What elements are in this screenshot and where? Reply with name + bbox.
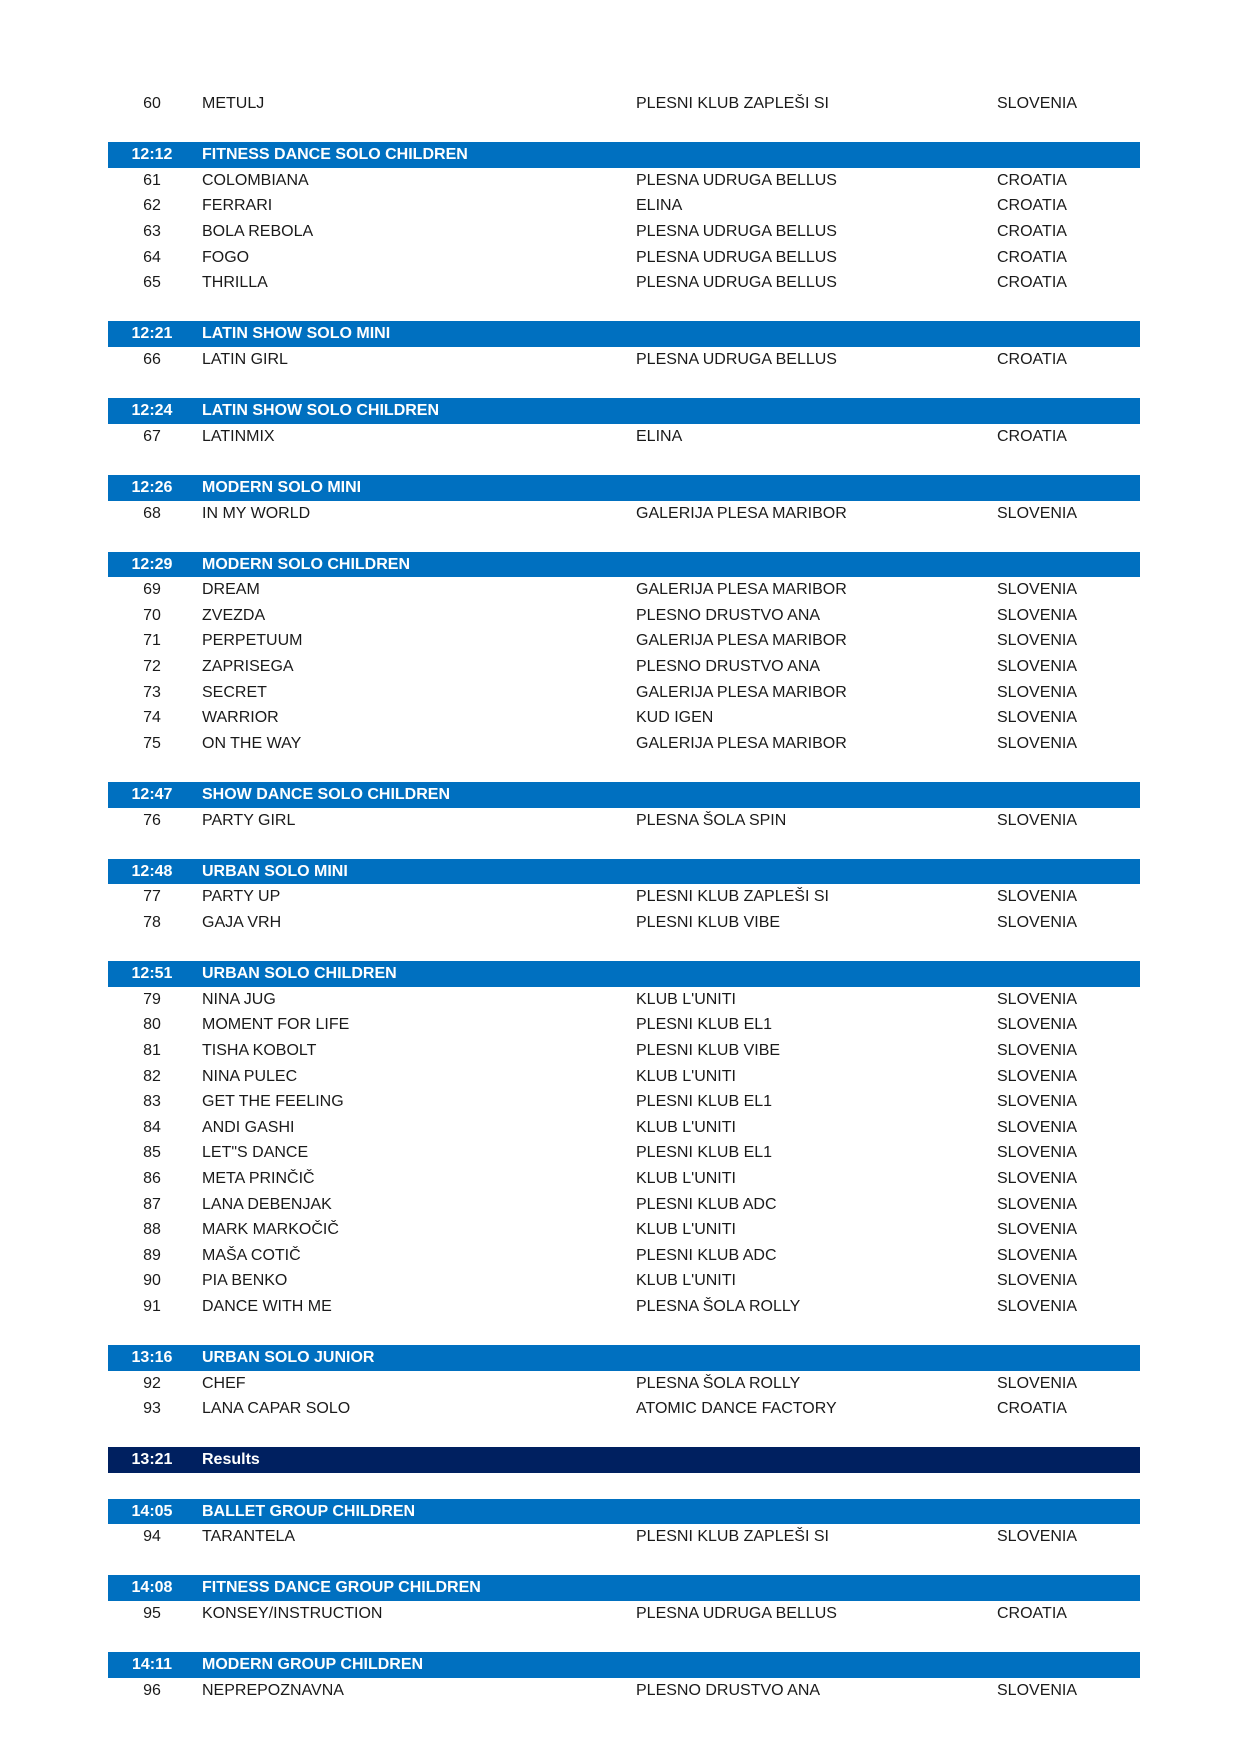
entry-title: MOMENT FOR LIFE <box>202 1016 350 1034</box>
category-section <box>108 117 1140 296</box>
entry-group <box>108 91 1140 117</box>
category-title: MODERN SOLO CHILDREN <box>202 555 410 573</box>
category-time: 12:48 <box>131 862 173 880</box>
entry-club: PLESNI KLUB EL1 <box>636 1144 773 1162</box>
entry-title: ZAPRISEGA <box>202 658 294 676</box>
entry-row <box>108 1294 1140 1320</box>
category-time: 14:08 <box>131 1579 173 1597</box>
entry-number: 78 <box>143 914 161 931</box>
category-time: 13:16 <box>131 1349 173 1367</box>
entry-country: CROATIA <box>997 197 1067 215</box>
entry-number: 79 <box>143 990 161 1008</box>
section-spacer <box>108 373 1140 399</box>
entry-country: SLOVENIA <box>997 95 1078 112</box>
entry-title: COLOMBIANA <box>202 171 309 189</box>
entry-row <box>108 219 1140 245</box>
entry-club: PLESNI KLUB ZAPLEŠI SI <box>636 1528 829 1546</box>
category-time: 12:12 <box>131 146 173 164</box>
entry-number: 69 <box>143 581 161 599</box>
entry-country: SLOVENIA <box>997 1297 1078 1315</box>
category-title: URBAN SOLO CHILDREN <box>202 965 397 983</box>
category-time: 12:26 <box>131 478 173 496</box>
entry-title: LATIN GIRL <box>202 350 288 368</box>
category-header <box>108 1345 1140 1371</box>
entry-number: 93 <box>143 1400 161 1418</box>
entry-number: 92 <box>143 1374 161 1392</box>
entry-club: PLESNA UDRUGA BELLUS <box>636 171 837 189</box>
entry-number: 72 <box>143 658 161 676</box>
entry-title: DREAM <box>202 581 260 599</box>
entry-row <box>108 808 1140 834</box>
entry-row <box>108 680 1140 706</box>
entry-country: SLOVENIA <box>997 1041 1078 1059</box>
entry-number: 62 <box>143 197 161 215</box>
entry-title: FERRARI <box>202 197 273 215</box>
entry-club: PLESNA UDRUGA BELLUS <box>636 222 837 240</box>
entry-title: CHEF <box>202 1374 246 1392</box>
entry-number: 86 <box>143 1169 161 1187</box>
entry-club: KLUB L'UNITI <box>636 1221 736 1239</box>
entry-number: 71 <box>143 632 161 650</box>
category-title: FITNESS DANCE SOLO CHILDREN <box>202 146 468 164</box>
entry-country: CROATIA <box>997 248 1067 266</box>
section-spacer <box>108 1473 1140 1499</box>
entry-country: SLOVENIA <box>997 1681 1078 1699</box>
entry-row <box>108 987 1140 1013</box>
entry-club: PLESNA ŠOLA SPIN <box>636 811 787 829</box>
entry-number: 68 <box>143 504 161 522</box>
entry-club: PLESNI KLUB ZAPLEŠI SI <box>636 95 829 112</box>
entry-row <box>108 1268 1140 1294</box>
entry-title: BOLA REBOLA <box>202 222 314 240</box>
category-time: 12:51 <box>131 965 173 983</box>
entry-country: CROATIA <box>997 427 1067 445</box>
section-spacer <box>108 1550 1140 1576</box>
entry-club: GALERIJA PLESA MARIBOR <box>636 734 847 752</box>
entry-row <box>108 1192 1140 1218</box>
category-time: 12:21 <box>131 325 173 343</box>
entry-title: MARK MARKOČIČ <box>202 1221 339 1239</box>
entry-club: PLESNI KLUB ADC <box>636 1246 777 1264</box>
entry-club: KUD IGEN <box>636 709 714 727</box>
entry-row <box>108 347 1140 373</box>
category-section <box>108 526 1140 756</box>
entry-title: MAŠA COTIČ <box>202 1246 301 1264</box>
entry-title: TISHA KOBOLT <box>202 1041 317 1059</box>
entry-club: KLUB L'UNITI <box>636 990 736 1008</box>
category-header <box>108 782 1140 808</box>
entry-row <box>108 1217 1140 1243</box>
entry-club: PLESNI KLUB VIBE <box>636 1041 781 1059</box>
category-header <box>108 1575 1140 1601</box>
entry-country: SLOVENIA <box>997 709 1078 727</box>
entry-row <box>108 910 1140 936</box>
entry-number: 61 <box>143 171 161 189</box>
category-section <box>108 373 1140 450</box>
entry-club: GALERIJA PLESA MARIBOR <box>636 683 847 701</box>
category-header <box>108 321 1140 347</box>
entry-club: KLUB L'UNITI <box>636 1067 736 1085</box>
entry-row <box>108 193 1140 219</box>
entry-country: SLOVENIA <box>997 990 1078 1008</box>
entry-country: CROATIA <box>997 1605 1067 1623</box>
entry-title: LET"S DANCE <box>202 1144 309 1162</box>
entry-number: 84 <box>143 1118 161 1136</box>
entry-number: 60 <box>143 95 161 112</box>
entry-club: PLESNA ŠOLA ROLLY <box>636 1374 801 1392</box>
entry-country: SLOVENIA <box>997 658 1078 676</box>
category-header <box>108 961 1140 987</box>
entry-country: SLOVENIA <box>997 683 1078 701</box>
section-spacer <box>108 1422 1140 1448</box>
entry-country: SLOVENIA <box>997 1067 1078 1085</box>
entry-title: NEPREPOZNAVNA <box>202 1681 344 1699</box>
category-title: LATIN SHOW SOLO MINI <box>202 325 391 343</box>
entry-country: SLOVENIA <box>997 606 1078 624</box>
category-section <box>108 296 1140 373</box>
category-title: FITNESS DANCE GROUP CHILDREN <box>202 1579 481 1597</box>
entry-row <box>108 1166 1140 1192</box>
entry-title: LANA CAPAR SOLO <box>202 1400 351 1418</box>
entry-country: CROATIA <box>997 350 1067 368</box>
entry-row <box>108 654 1140 680</box>
entry-number: 81 <box>143 1041 161 1059</box>
section-spacer <box>108 1320 1140 1346</box>
category-header <box>108 1499 1140 1525</box>
entry-club: PLESNI KLUB VIBE <box>636 914 781 931</box>
entry-number: 94 <box>143 1528 161 1546</box>
entry-country: SLOVENIA <box>997 1016 1078 1034</box>
section-spacer <box>108 296 1140 322</box>
entry-number: 96 <box>143 1681 161 1699</box>
entry-title: ZVEZDA <box>202 606 266 624</box>
entry-title: GET THE FEELING <box>202 1093 344 1111</box>
entry-number: 88 <box>143 1221 161 1239</box>
entry-title: TARANTELA <box>202 1528 296 1546</box>
entry-country: CROATIA <box>997 171 1067 189</box>
entry-club: GALERIJA PLESA MARIBOR <box>636 632 847 650</box>
entry-title: LANA DEBENJAK <box>202 1195 332 1213</box>
category-title: SHOW DANCE SOLO CHILDREN <box>202 786 450 804</box>
entry-row <box>108 705 1140 731</box>
entry-country: CROATIA <box>997 274 1067 292</box>
entry-number: 95 <box>143 1605 161 1623</box>
entry-club: PLESNA UDRUGA BELLUS <box>636 1605 837 1623</box>
entry-number: 85 <box>143 1144 161 1162</box>
entry-country: SLOVENIA <box>997 1093 1078 1111</box>
entry-title: KONSEY/INSTRUCTION <box>202 1605 383 1623</box>
entry-country: SLOVENIA <box>997 1195 1078 1213</box>
entry-row <box>108 884 1140 910</box>
section-spacer <box>108 756 1140 782</box>
entry-country: SLOVENIA <box>997 504 1078 522</box>
entry-country: SLOVENIA <box>997 632 1078 650</box>
category-section <box>108 449 1140 526</box>
entry-row <box>108 1243 1140 1269</box>
category-time: 12:29 <box>131 555 173 573</box>
entry-country: CROATIA <box>997 222 1067 240</box>
entry-number: 73 <box>143 683 161 701</box>
entry-row <box>108 1038 1140 1064</box>
category-header <box>108 475 1140 501</box>
entry-row <box>108 270 1140 296</box>
entry-title: GAJA VRH <box>202 914 282 931</box>
entry-number: 91 <box>143 1297 161 1315</box>
category-section <box>108 1320 1140 1422</box>
entry-club: KLUB L'UNITI <box>636 1169 736 1187</box>
section-spacer <box>108 526 1140 552</box>
category-header <box>108 552 1140 578</box>
category-title: URBAN SOLO MINI <box>202 862 348 880</box>
category-section <box>108 1550 1140 1627</box>
category-section <box>108 756 1140 833</box>
entry-row <box>108 1371 1140 1397</box>
entry-club: PLESNI KLUB ZAPLEŠI SI <box>636 888 829 906</box>
entry-number: 82 <box>143 1067 161 1085</box>
entry-club: PLESNA UDRUGA BELLUS <box>636 350 837 368</box>
entry-row <box>108 1064 1140 1090</box>
entry-title: PARTY UP <box>202 888 281 906</box>
entry-title: SECRET <box>202 683 267 701</box>
entry-club: ATOMIC DANCE FACTORY <box>636 1400 837 1418</box>
entry-club: PLESNI KLUB EL1 <box>636 1016 773 1034</box>
entry-number: 74 <box>143 709 161 727</box>
category-time: 12:24 <box>131 402 173 420</box>
category-header <box>108 1652 1140 1678</box>
entry-club: PLESNA UDRUGA BELLUS <box>636 274 837 292</box>
category-header <box>108 859 1140 885</box>
entry-number: 87 <box>143 1195 161 1213</box>
entry-country: SLOVENIA <box>997 1118 1078 1136</box>
section-spacer <box>108 1627 1140 1653</box>
entry-country: SLOVENIA <box>997 1528 1078 1546</box>
entry-title: IN MY WORLD <box>202 504 311 522</box>
entry-country: SLOVENIA <box>997 811 1078 829</box>
entry-title: PARTY GIRL <box>202 811 296 829</box>
entry-row <box>108 1396 1140 1422</box>
entry-row <box>108 603 1140 629</box>
entry-number: 65 <box>143 274 161 292</box>
entry-number: 64 <box>143 248 161 266</box>
entry-number: 90 <box>143 1272 161 1290</box>
entry-row <box>108 628 1140 654</box>
entry-title: THRILLA <box>202 274 268 292</box>
entry-title: ANDI GASHI <box>202 1118 295 1136</box>
entry-club: KLUB L'UNITI <box>636 1118 736 1136</box>
entry-club: PLESNA UDRUGA BELLUS <box>636 248 837 266</box>
entry-number: 76 <box>143 811 161 829</box>
entry-title: WARRIOR <box>202 709 279 727</box>
entry-club: ELINA <box>636 197 683 215</box>
entry-title: LATINMIX <box>202 427 275 445</box>
entry-row <box>108 1524 1140 1550</box>
entry-title: PIA BENKO <box>202 1272 288 1290</box>
entry-number: 77 <box>143 888 161 906</box>
category-section <box>108 1627 1140 1704</box>
category-title: LATIN SHOW SOLO CHILDREN <box>202 402 440 420</box>
category-section <box>108 936 1140 1320</box>
entry-club: PLESNO DRUSTVO ANA <box>636 658 821 676</box>
entry-row <box>108 424 1140 450</box>
entry-number: 89 <box>143 1246 161 1264</box>
section-spacer <box>108 117 1140 143</box>
category-title: BALLET GROUP CHILDREN <box>202 1502 416 1520</box>
category-section <box>108 1473 1140 1550</box>
category-title: MODERN GROUP CHILDREN <box>202 1656 424 1674</box>
entry-country: SLOVENIA <box>997 734 1078 752</box>
entry-club: GALERIJA PLESA MARIBOR <box>636 504 847 522</box>
entry-country: SLOVENIA <box>997 1374 1078 1392</box>
entry-country: SLOVENIA <box>997 914 1078 931</box>
entry-number: 83 <box>143 1093 161 1111</box>
entry-row <box>108 1012 1140 1038</box>
category-header <box>108 398 1140 424</box>
entry-row <box>108 1115 1140 1141</box>
section-spacer <box>108 833 1140 859</box>
entry-row <box>108 1678 1140 1704</box>
category-time: 14:05 <box>131 1502 173 1520</box>
entry-country: SLOVENIA <box>997 1272 1078 1290</box>
section-spacer <box>108 449 1140 475</box>
category-section <box>108 833 1140 935</box>
entry-row <box>108 91 1140 117</box>
entry-number: 80 <box>143 1016 161 1034</box>
entry-country: SLOVENIA <box>997 1144 1078 1162</box>
entry-title: FOGO <box>202 248 250 266</box>
category-time: 12:47 <box>131 786 173 804</box>
entry-title: DANCE WITH ME <box>202 1297 332 1315</box>
entry-number: 66 <box>143 350 161 368</box>
entry-country: SLOVENIA <box>997 1221 1078 1239</box>
entry-country: SLOVENIA <box>997 1169 1078 1187</box>
entry-country: CROATIA <box>997 1400 1067 1418</box>
entry-number: 67 <box>143 427 161 445</box>
entry-title: PERPETUUM <box>202 632 303 650</box>
entry-number: 75 <box>143 734 161 752</box>
section-spacer <box>108 936 1140 962</box>
entry-title: ON THE WAY <box>202 734 302 752</box>
schedule-table <box>108 91 1140 1703</box>
category-time: 13:21 <box>131 1451 173 1469</box>
entry-title: METULJ <box>202 95 265 112</box>
entry-club: PLESNA ŠOLA ROLLY <box>636 1297 801 1315</box>
entry-row <box>108 168 1140 194</box>
entry-club: PLESNI KLUB ADC <box>636 1195 777 1213</box>
entry-club: PLESNO DRUSTVO ANA <box>636 606 821 624</box>
entry-row <box>108 577 1140 603</box>
results-header <box>108 1447 1140 1473</box>
entry-row <box>108 731 1140 757</box>
entry-row <box>108 1601 1140 1627</box>
category-title: MODERN SOLO MINI <box>202 478 362 496</box>
entry-row <box>108 245 1140 271</box>
entry-country: SLOVENIA <box>997 888 1078 906</box>
entry-row <box>108 501 1140 527</box>
entry-country: SLOVENIA <box>997 1246 1078 1264</box>
category-header <box>108 142 1140 168</box>
category-title: URBAN SOLO JUNIOR <box>202 1349 375 1367</box>
entry-row <box>108 1140 1140 1166</box>
entry-club: PLESNI KLUB EL1 <box>636 1093 773 1111</box>
entry-club: KLUB L'UNITI <box>636 1272 736 1290</box>
entry-country: SLOVENIA <box>997 581 1078 599</box>
entry-club: PLESNO DRUSTVO ANA <box>636 1681 821 1699</box>
category-time: 14:11 <box>131 1656 173 1674</box>
entry-title: NINA JUG <box>202 990 276 1008</box>
results-block <box>108 1422 1140 1473</box>
entry-title: NINA PULEC <box>202 1067 298 1085</box>
entry-club: GALERIJA PLESA MARIBOR <box>636 581 847 599</box>
entry-number: 63 <box>143 222 161 240</box>
category-title: Results <box>202 1451 260 1469</box>
entry-club: ELINA <box>636 427 683 445</box>
entry-row <box>108 1089 1140 1115</box>
entry-number: 70 <box>143 606 161 624</box>
entry-title: META PRINČIČ <box>202 1169 315 1187</box>
